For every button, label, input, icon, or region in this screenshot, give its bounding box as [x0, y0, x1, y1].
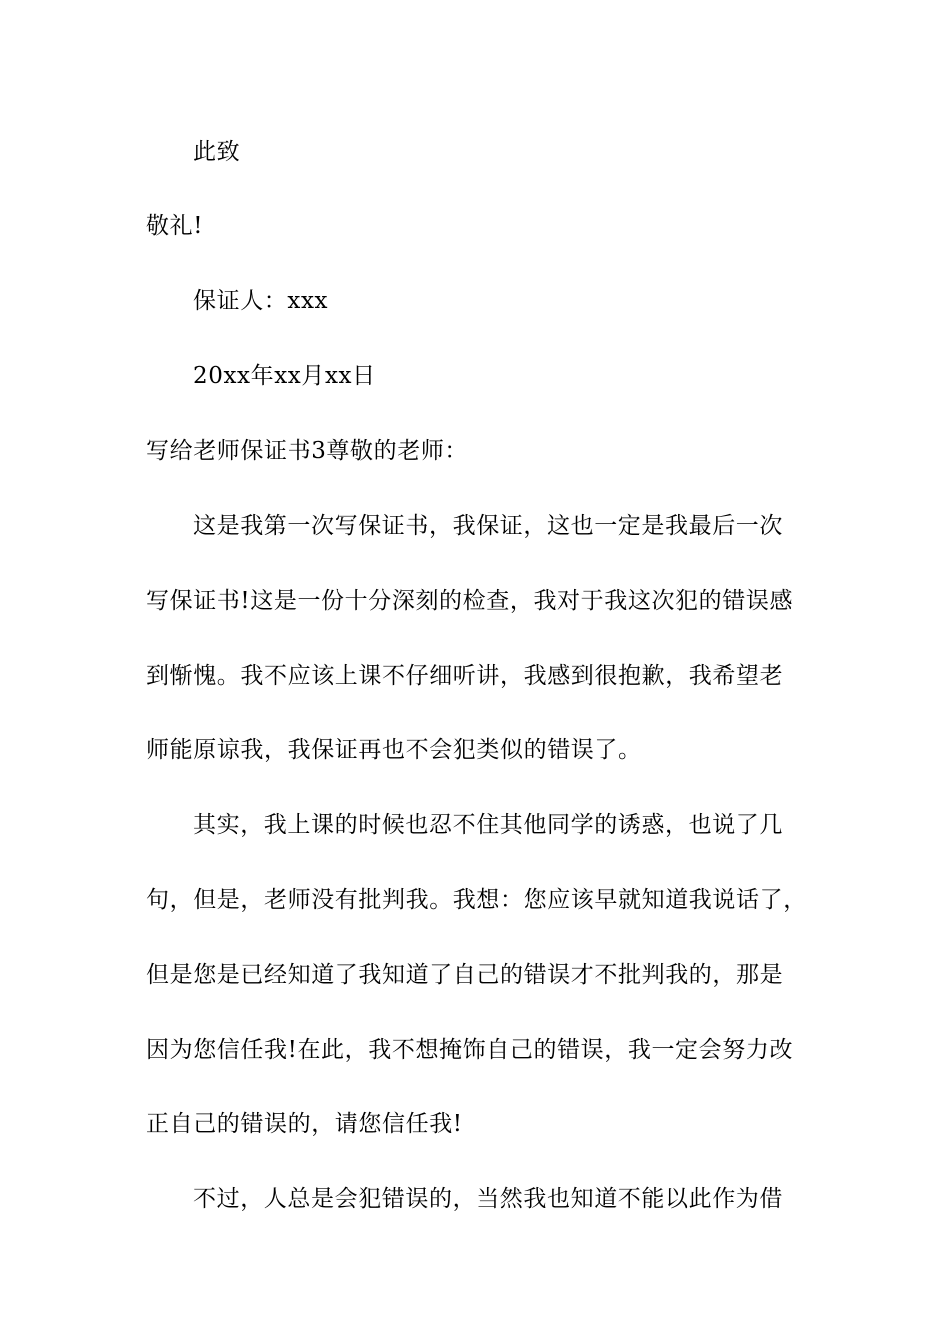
paragraph-1-line-1: 这是我第一次写保证书，我保证，这也一定是我最后一次 [193, 513, 783, 539]
date-line: 20xx年xx月xx日 [193, 363, 376, 389]
paragraph-2-line-1: 其实，我上课的时候也忍不住其他同学的诱惑，也说了几 [193, 812, 783, 838]
closing-line-1: 此致 [193, 139, 241, 165]
paragraph-1-line-3: 到惭愧。我不应该上课不仔细听讲，我感到很抱歉，我希望老 [146, 663, 784, 689]
paragraph-2-line-4: 因为您信任我!在此，我不想掩饰自己的错误，我一定会努力改 [146, 1037, 794, 1063]
signer-line: 保证人：xxx [193, 288, 329, 314]
paragraph-3-line-1: 不过，人总是会犯错误的，当然我也知道不能以此作为借 [193, 1186, 783, 1212]
paragraph-2-line-2: 句，但是，老师没有批判我。我想：您应该早就知道我说话了， [146, 887, 807, 913]
closing-line-2: 敬礼! [146, 213, 204, 239]
paragraph-2-line-3: 但是您是已经知道了我知道了自己的错误才不批判我的，那是 [146, 962, 784, 988]
paragraph-2-line-5: 正自己的错误的，请您信任我! [146, 1111, 463, 1137]
paragraph-1-line-4: 师能原谅我，我保证再也不会犯类似的错误了。 [146, 737, 642, 763]
paragraph-1-line-2: 写保证书!这是一份十分深刻的检查，我对于我这次犯的错误感 [146, 588, 794, 614]
letter-heading: 写给老师保证书3尊敬的老师： [146, 438, 469, 464]
